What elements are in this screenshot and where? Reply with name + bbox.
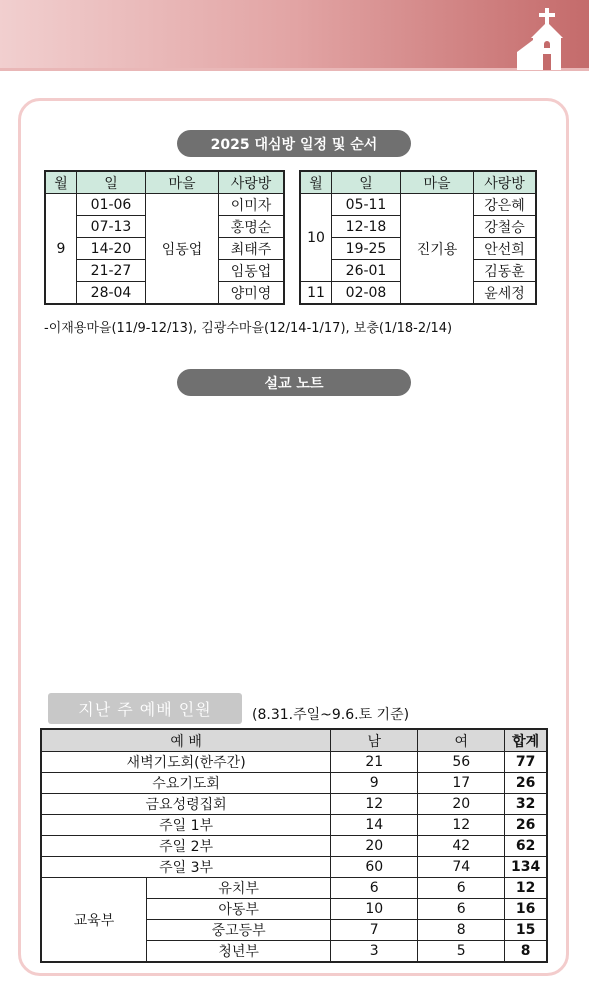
day-cell: 28-04 (77, 282, 146, 305)
service-name: 새벽기도회(한주간) (41, 752, 331, 773)
female-count: 42 (418, 836, 505, 857)
attendance-period: (8.31.주일~9.6.토 기준) (252, 707, 410, 723)
col-village: 마을 (146, 171, 219, 194)
col-village: 마을 (401, 171, 474, 194)
female-count: 12 (418, 815, 505, 836)
col-day: 일 (332, 171, 401, 194)
col-service: 예 배 (41, 729, 331, 752)
female-count: 56 (418, 752, 505, 773)
table-row (41, 836, 547, 857)
col-male: 남 (331, 729, 418, 752)
total-count: 62 (505, 836, 547, 857)
room-cell: 강철승 (474, 216, 537, 238)
total-count: 16 (505, 899, 547, 920)
service-name: 중고등부 (147, 920, 331, 941)
attendance-title: 지난 주 예배 인원 (48, 693, 242, 724)
day-cell: 05-11 (332, 194, 401, 216)
female-count: 20 (418, 794, 505, 815)
total-count: 8 (505, 941, 547, 963)
schedule-title: 2025 대심방 일정 및 순서 (177, 130, 411, 157)
table-row (41, 878, 547, 899)
total-count: 32 (505, 794, 547, 815)
month-cell: 10 (300, 194, 332, 282)
room-cell: 최태주 (219, 238, 285, 260)
col-total: 합계 (505, 729, 547, 752)
village-cell: 진기용 (401, 194, 474, 305)
day-cell: 07-13 (77, 216, 146, 238)
room-cell: 임동업 (219, 260, 285, 282)
col-day: 일 (77, 171, 146, 194)
village-cell: 임동업 (146, 194, 219, 305)
day-cell: 26-01 (332, 260, 401, 282)
female-count: 74 (418, 857, 505, 878)
male-count: 3 (331, 941, 418, 963)
service-name: 유치부 (147, 878, 331, 899)
service-name: 금요성령집회 (41, 794, 331, 815)
total-count: 134 (505, 857, 547, 878)
col-month: 월 (300, 171, 332, 194)
female-count: 17 (418, 773, 505, 794)
female-count: 6 (418, 878, 505, 899)
service-name: 수요기도회 (41, 773, 331, 794)
header-banner (0, 0, 589, 68)
male-count: 60 (331, 857, 418, 878)
room-cell: 양미영 (219, 282, 285, 305)
room-cell: 안선희 (474, 238, 537, 260)
header-divider (0, 68, 589, 71)
room-cell: 윤세정 (474, 282, 537, 305)
col-female: 여 (418, 729, 505, 752)
col-month: 월 (45, 171, 77, 194)
room-cell: 홍명순 (219, 216, 285, 238)
month-cell: 9 (45, 194, 77, 305)
male-count: 21 (331, 752, 418, 773)
attendance-table (40, 728, 548, 963)
education-label: 교육부 (41, 878, 147, 963)
service-name: 아동부 (147, 899, 331, 920)
service-name: 주일 2부 (41, 836, 331, 857)
male-count: 9 (331, 773, 418, 794)
male-count: 6 (331, 878, 418, 899)
day-cell: 19-25 (332, 238, 401, 260)
service-name: 청년부 (147, 941, 331, 963)
female-count: 8 (418, 920, 505, 941)
table-row (41, 794, 547, 815)
female-count: 5 (418, 941, 505, 963)
total-count: 26 (505, 815, 547, 836)
male-count: 12 (331, 794, 418, 815)
total-count: 12 (505, 878, 547, 899)
col-room: 사랑방 (474, 171, 537, 194)
table-row (41, 773, 547, 794)
room-cell: 이미자 (219, 194, 285, 216)
total-count: 26 (505, 773, 547, 794)
male-count: 14 (331, 815, 418, 836)
schedule-table-left (44, 170, 285, 305)
sermon-note-title: 설교 노트 (177, 369, 411, 396)
day-cell: 01-06 (77, 194, 146, 216)
total-count: 15 (505, 920, 547, 941)
day-cell: 12-18 (332, 216, 401, 238)
day-cell: 02-08 (332, 282, 401, 305)
service-name: 주일 3부 (41, 857, 331, 878)
col-room: 사랑방 (219, 171, 285, 194)
day-cell: 21-27 (77, 260, 146, 282)
female-count: 6 (418, 899, 505, 920)
male-count: 20 (331, 836, 418, 857)
church-icon (511, 4, 581, 70)
room-cell: 김동훈 (474, 260, 537, 282)
schedule-note: -이재용마을(11/9-12/13), 김광수마을(12/14-1/17), 보충(1/18-2/14) (44, 321, 453, 336)
male-count: 7 (331, 920, 418, 941)
month-cell: 11 (300, 282, 332, 305)
schedule-table-right (299, 170, 537, 305)
table-row (41, 857, 547, 878)
table-row (41, 752, 547, 773)
service-name: 주일 1부 (41, 815, 331, 836)
day-cell: 14-20 (77, 238, 146, 260)
male-count: 10 (331, 899, 418, 920)
table-row (41, 815, 547, 836)
total-count: 77 (505, 752, 547, 773)
room-cell: 강은혜 (474, 194, 537, 216)
